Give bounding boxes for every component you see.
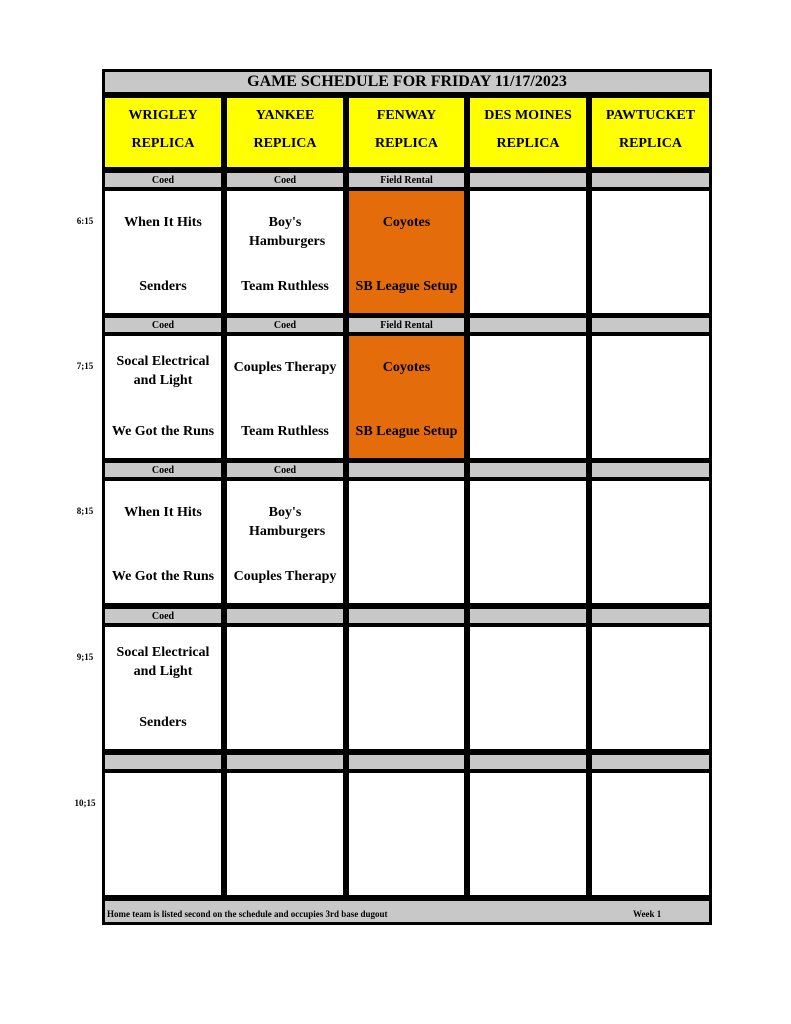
- schedule-footer: [102, 898, 712, 925]
- away-team: Boy's Hamburgers: [249, 505, 326, 539]
- division-band: Coed: [224, 460, 346, 480]
- field-header-1: [102, 95, 224, 170]
- game-cell: [589, 333, 712, 461]
- division-band: [102, 752, 224, 772]
- field-header-2: [224, 95, 346, 170]
- game-cell: [467, 188, 589, 316]
- home-team: Senders: [139, 279, 187, 294]
- schedule-title: [102, 69, 712, 95]
- game-cell: [346, 478, 467, 606]
- away-team: Coyotes: [382, 215, 431, 230]
- division-band: Field Rental: [346, 170, 467, 190]
- division-band: Coed: [102, 460, 224, 480]
- time-label: 10;15: [74, 798, 96, 808]
- away-team: When It Hits: [124, 215, 202, 230]
- game-cell: [102, 478, 224, 606]
- game-cell: [102, 624, 224, 752]
- away-team: Socal Electrical and Light: [116, 645, 210, 679]
- division-band: [346, 752, 467, 772]
- game-cell: [346, 624, 467, 752]
- game-cell: [346, 770, 467, 898]
- division-band: [467, 170, 589, 190]
- home-team: We Got the Runs: [111, 569, 215, 584]
- away-team: Socal Electrical and Light: [116, 354, 210, 388]
- field-header-5: [589, 95, 712, 170]
- game-cell: [467, 333, 589, 461]
- field-header-3: [346, 95, 467, 170]
- home-team: Senders: [139, 715, 187, 730]
- division-band: [224, 606, 346, 626]
- home-team: SB League Setup: [355, 279, 458, 294]
- division-band: [589, 460, 712, 480]
- game-cell: [224, 333, 346, 461]
- away-team: When It Hits: [124, 505, 202, 520]
- division-band: Coed: [224, 170, 346, 190]
- field-subtitle: REPLICA: [496, 136, 560, 151]
- game-cell: [467, 770, 589, 898]
- home-team: Team Ruthless: [241, 279, 329, 294]
- away-team: Boy's Hamburgers: [249, 215, 326, 249]
- division-band: [467, 460, 589, 480]
- game-cell: [589, 478, 712, 606]
- game-cell: [224, 188, 346, 316]
- division-band: Coed: [224, 315, 346, 335]
- week-label: Week 1: [633, 909, 662, 919]
- division-band: [346, 460, 467, 480]
- game-cell: [467, 624, 589, 752]
- time-label: 8;15: [76, 506, 94, 516]
- game-cell: [346, 333, 467, 461]
- division-band: [467, 752, 589, 772]
- game-cell: [589, 624, 712, 752]
- division-band: Coed: [102, 606, 224, 626]
- away-team: Couples Therapy: [233, 360, 337, 375]
- division-band: [589, 315, 712, 335]
- field-subtitle: REPLICA: [253, 136, 317, 151]
- home-team: We Got the Runs: [111, 424, 215, 439]
- time-label: 9;15: [76, 652, 94, 662]
- division-band: Coed: [102, 315, 224, 335]
- field-name: YANKEE: [255, 108, 315, 123]
- division-band: [467, 315, 589, 335]
- division-band: [346, 606, 467, 626]
- division-band: Field Rental: [346, 315, 467, 335]
- division-band: [589, 170, 712, 190]
- game-cell: [224, 624, 346, 752]
- game-cell: [346, 188, 467, 316]
- game-cell: [467, 478, 589, 606]
- away-team: Coyotes: [382, 360, 431, 375]
- game-cell: [102, 333, 224, 461]
- division-band: Coed: [102, 170, 224, 190]
- field-subtitle: REPLICA: [131, 136, 195, 151]
- field-name: WRIGLEY: [128, 108, 198, 123]
- division-band: [467, 606, 589, 626]
- time-label: 6:15: [76, 216, 94, 226]
- division-band: [589, 606, 712, 626]
- home-team: SB League Setup: [355, 424, 458, 439]
- field-header-4: [467, 95, 589, 170]
- field-name: PAWTUCKET: [605, 108, 696, 123]
- game-cell: [102, 188, 224, 316]
- home-team: Couples Therapy: [233, 569, 337, 584]
- game-cell: [102, 770, 224, 898]
- schedule-title-text: GAME SCHEDULE FOR FRIDAY 11/17/2023: [247, 73, 567, 90]
- division-band: [589, 752, 712, 772]
- home-team: Team Ruthless: [241, 424, 329, 439]
- game-cell: [224, 770, 346, 898]
- footer-note: Home team is listed second on the schedule and occupies 3rd base dugout: [107, 909, 388, 919]
- field-subtitle: REPLICA: [618, 136, 682, 151]
- field-name: DES MOINES: [484, 108, 572, 123]
- game-cell: [589, 188, 712, 316]
- game-cell: [589, 770, 712, 898]
- game-cell: [224, 478, 346, 606]
- field-name: FENWAY: [376, 108, 437, 123]
- field-subtitle: REPLICA: [374, 136, 438, 151]
- time-label: 7;15: [76, 361, 94, 371]
- division-band: [224, 752, 346, 772]
